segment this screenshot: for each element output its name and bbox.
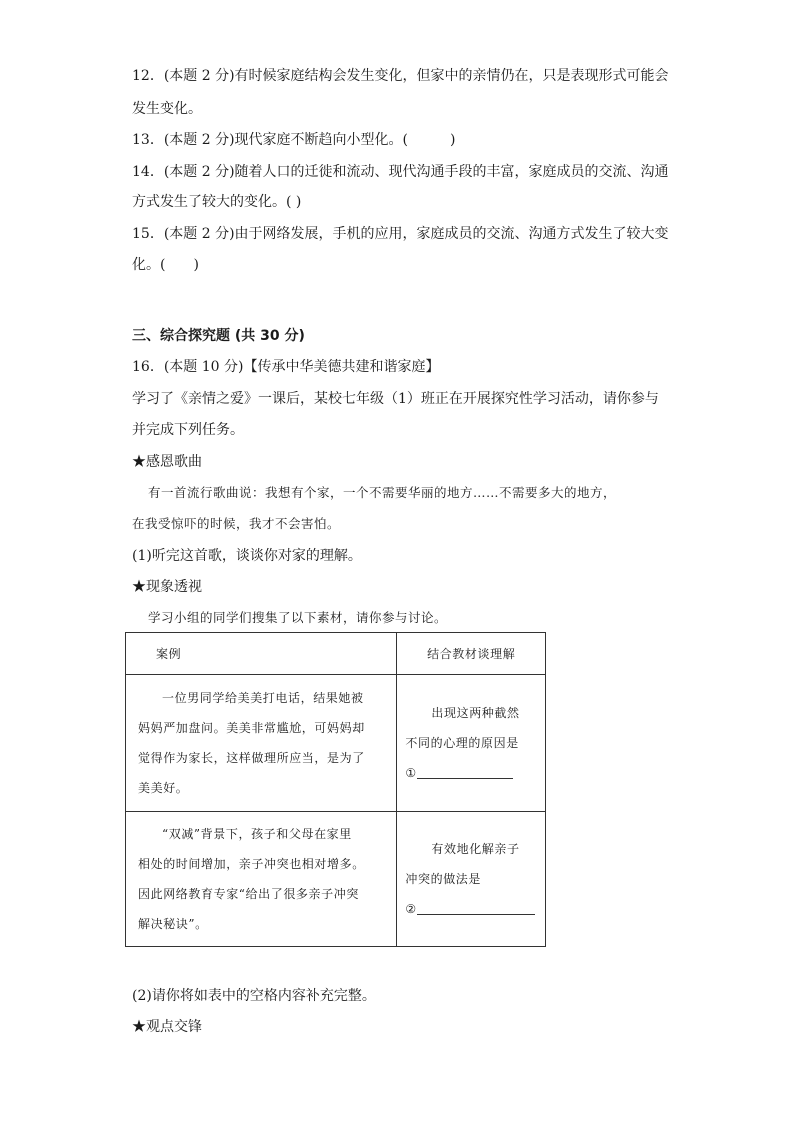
question-16-desc-line2: 并完成下列任务。 (132, 422, 244, 438)
case-1-cell (126, 675, 397, 812)
answer-2-blank-line (405, 894, 539, 924)
case-2-line: “双减”背景下，孩子和父母在家里 (162, 827, 352, 841)
table-row (126, 675, 546, 812)
header-case: 案例 (126, 633, 397, 675)
answer-2-line: 有效地化解亲子 (431, 842, 520, 856)
song-text-line2: 在我受惊吓的时候，我才不会害怕。 (132, 516, 341, 531)
question-15-line2: 化。( ) (132, 257, 199, 273)
answer-1-blank-line (405, 758, 539, 788)
blank-marker-2: ② (405, 902, 417, 916)
question-14-line2: 方式发生了较大的变化。( ) (132, 194, 302, 210)
phenomenon-text: 学习小组的同学们搜集了以下素材，请你参与讨论。 (148, 610, 448, 625)
question-13: 13．(本题 2 分)现代家庭不断趋向小型化。( ) (132, 132, 456, 148)
answer-1-line: 不同的心理的原因是 (405, 736, 519, 750)
part-title-phenomenon: ★现象透视 (132, 579, 202, 595)
case-2-line: 解决秘诀”。 (138, 917, 208, 931)
answer-2-line: 冲突的做法是 (405, 872, 481, 886)
question-16-desc-line1: 学习了《亲情之爱》一课后，某校七年级（1）班正在开展探究性学习活动，请你参与 (132, 391, 659, 407)
answer-1-line: 出现这两种截然 (431, 706, 520, 720)
answer-1-cell (397, 675, 546, 812)
song-text-line1: 有一首流行歌曲说：我想有个家，一个不需要华丽的地方……不需要多大的地方， (148, 485, 617, 500)
case-2-line: 相处的时间增加，亲子冲突也相对增多。 (138, 857, 365, 871)
part-title-debate: ★观点交锋 (132, 1019, 202, 1035)
sub-question-1: (1)听完这首歌，谈谈你对家的理解。 (132, 548, 362, 564)
question-12-line2: 发生变化。 (132, 101, 202, 117)
answer-blank-2[interactable] (417, 900, 535, 915)
section-heading: 三、综合探究题 (共 30 分) (132, 328, 305, 344)
part-title-song: ★感恩歌曲 (132, 454, 202, 470)
case-1-line: 妈妈严加盘问。美美非常尴尬，可妈妈却 (138, 721, 365, 735)
table-row (126, 812, 546, 947)
case-1-line: 觉得作为家长，这样做理所应当，是为了 (138, 751, 365, 765)
case-2-line: 因此网络教育专家“给出了很多亲子冲突 (138, 887, 359, 901)
answer-blank-1[interactable] (417, 764, 513, 779)
case-1-line: 一位男同学给美美打电话，结果她被 (162, 691, 364, 705)
question-14-line1: 14．(本题 2 分)随着人口的迁徙和流动、现代沟通手段的丰富，家庭成员的交流、沟通 (132, 164, 669, 180)
table-header-row (126, 633, 546, 675)
case-1-line: 美美好。 (138, 781, 189, 795)
blank-marker-1: ① (405, 766, 417, 780)
question-15-line1: 15．(本题 2 分)由于网络发展，手机的应用，家庭成员的交流、沟通方式发生了较大变 (132, 226, 669, 242)
answer-2-cell (397, 812, 546, 947)
sub-question-2: (2)请你将如表中的空格内容补充完整。 (132, 988, 376, 1004)
case-2-cell (126, 812, 397, 947)
material-table (125, 632, 546, 947)
question-16-intro: 16．(本题 10 分)【传承中华美德共建和谐家庭】 (132, 359, 440, 375)
question-12-line1: 12．(本题 2 分)有时候家庭结构会发生变化，但家中的亲情仍在，只是表现形式可能会 (132, 68, 669, 84)
header-understanding: 结合教材谈理解 (397, 633, 546, 675)
